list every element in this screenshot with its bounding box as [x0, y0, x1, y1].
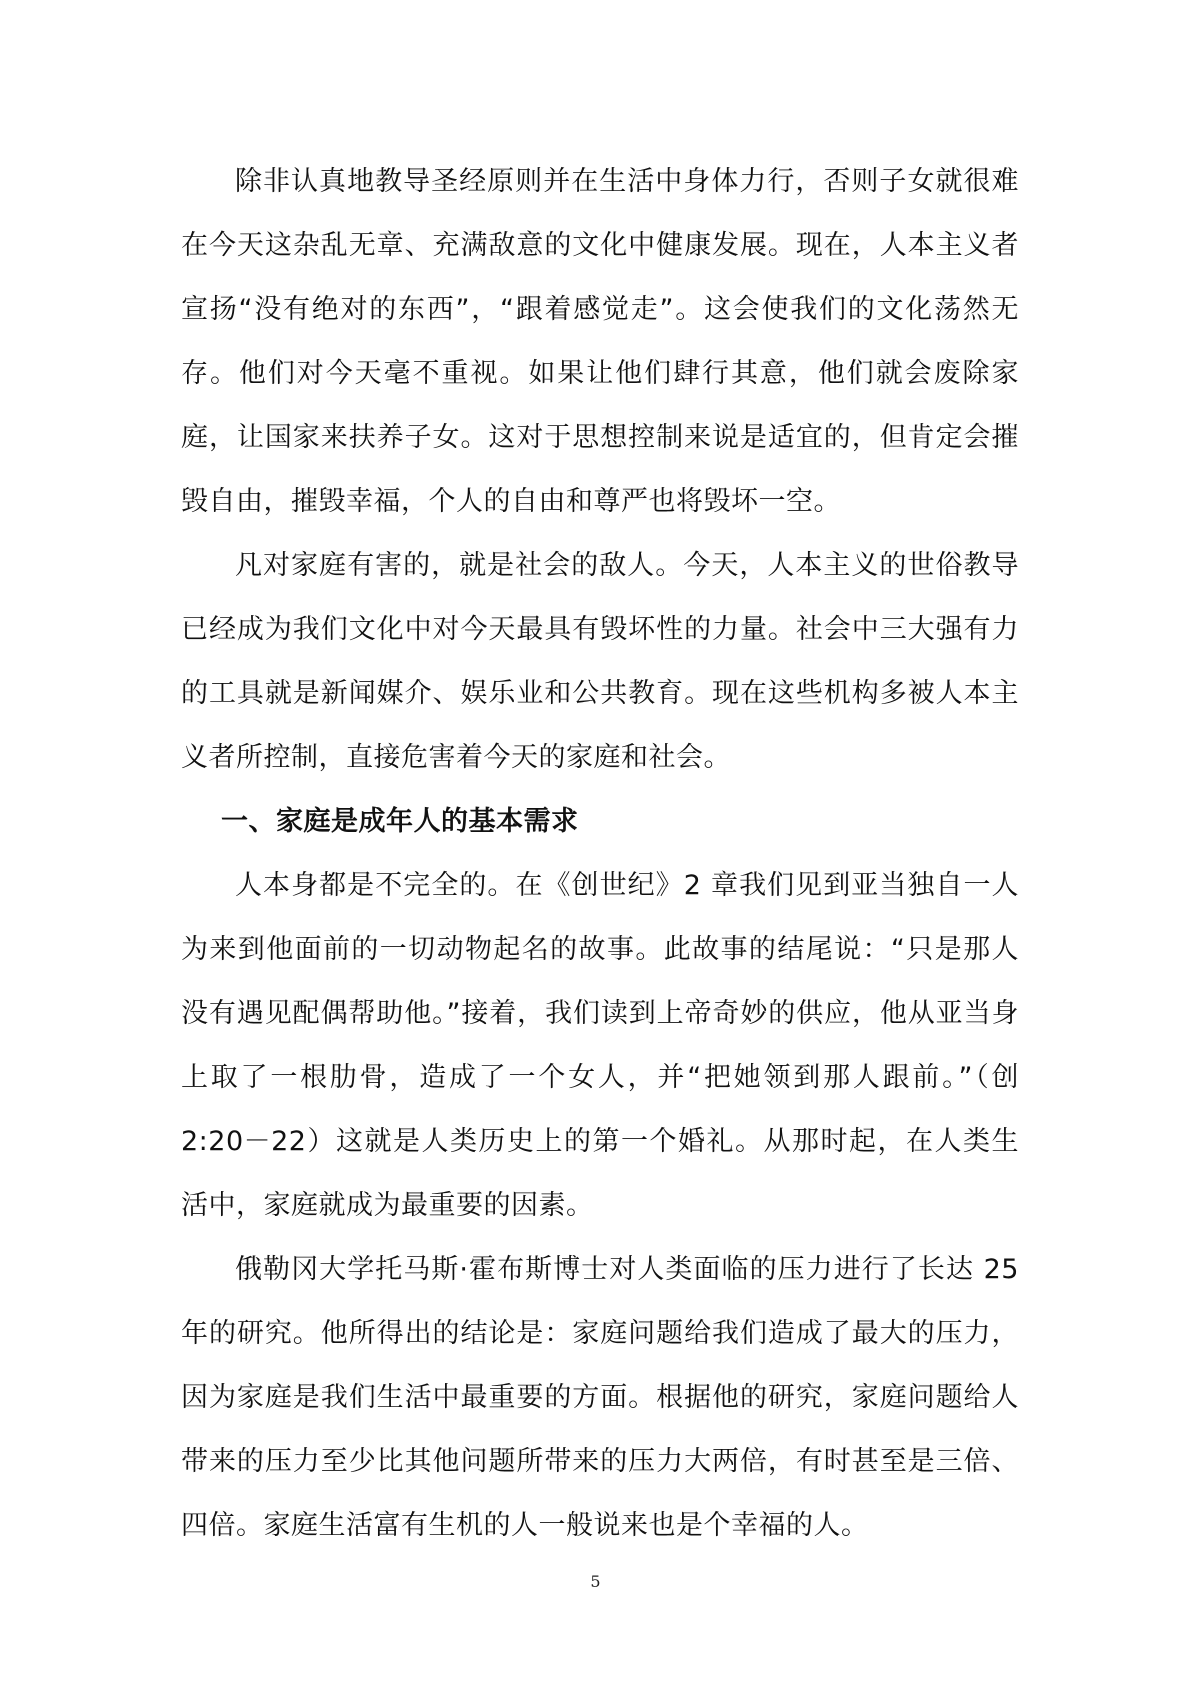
- page-number: 5: [590, 1572, 601, 1591]
- paragraph-2: 凡对家庭有害的，就是社会的敌人。今天，人本主义的世俗教导已经成为我们文化中对今天最具有毁坏性的力量。社会中三大强有力的工具就是新闻媒介、娱乐业和公共教育。现在这些机构多被人本主义者所控制，直接危害着今天的家庭和社会。: [181, 550, 1019, 773]
- section-heading: 一、家庭是成年人的基本需求: [221, 806, 579, 837]
- page-body: [181, 150, 1019, 1558]
- paragraph-1: 除非认真地教导圣经原则并在生活中身体力行，否则子女就很难在今天这杂乱无章、充满敌意的文化中健康发展。现在，人本主义者宣扬“没有绝对的东西”，“跟着感觉走”。这会使我们的文化荡然无存。他们对今天毫不重视。如果让他们肆行其意，他们就会废除家庭，让国家来扶养子女。这对于思想控制来说是适宜的，但肯定会摧毁自由，摧毁幸福，个人的自由和尊严也将毁坏一空。: [181, 166, 1019, 517]
- paragraph-3: 人本身都是不完全的。在《创世纪》2 章我们见到亚当独自一人为来到他面前的一切动物起名的故事。此故事的结尾说：“只是那人没有遇见配偶帮助他。”接着，我们读到上帝奇妙的供应，他从亚当身上取了一根肋骨，造成了一个女人，并“把她领到那人跟前。”（创 2:20－22）这就是人类历史上的第一个婚礼。从那时起，在人类生活中，家庭就成为最重要的因素。: [181, 870, 1019, 1221]
- paragraph-4: 俄勒冈大学托马斯·霍布斯博士对人类面临的压力进行了长达 25 年的研究。他所得出的结论是：家庭问题给我们造成了最大的压力，因为家庭是我们生活中最重要的方面。根据他的研究，家庭问题给人带来的压力至少比其他问题所带来的压力大两倍，有时甚至是三倍、四倍。家庭生活富有生机的人一般说来也是个幸福的人。: [181, 1254, 1019, 1541]
